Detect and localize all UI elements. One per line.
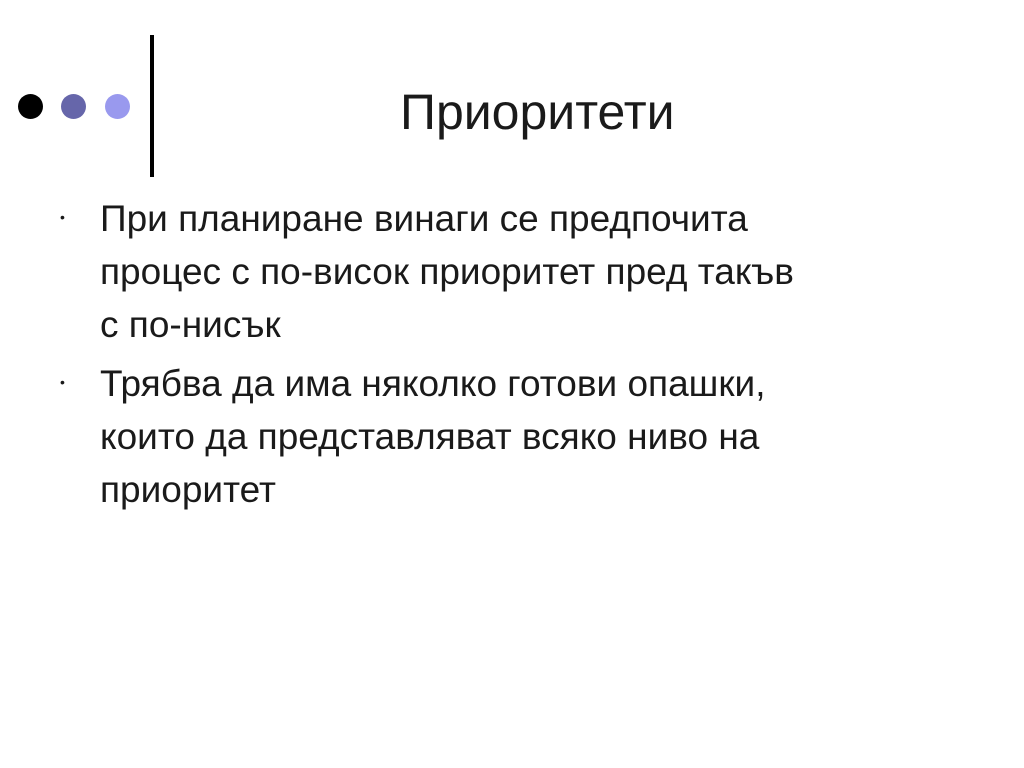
bullet-item-2 (60, 357, 960, 516)
bullet-marker: • (60, 374, 65, 390)
bullet-text: Трябва да има няколко готови опашки, които да представляват всяко ниво на приоритет (100, 363, 766, 510)
bullet-list (60, 192, 960, 522)
decor-dot-purple (61, 94, 86, 119)
bullet-marker: • (60, 209, 65, 225)
title-divider-line (150, 35, 154, 177)
decor-dot-lavender (105, 94, 130, 119)
bullet-text: При планиране винаги се предпочита процес с по-висок приоритет пред такъв с по-нисък (100, 198, 794, 345)
decor-dot-black (18, 94, 43, 119)
slide-title: Приоритети (400, 84, 675, 140)
bullet-item-1 (60, 192, 960, 351)
